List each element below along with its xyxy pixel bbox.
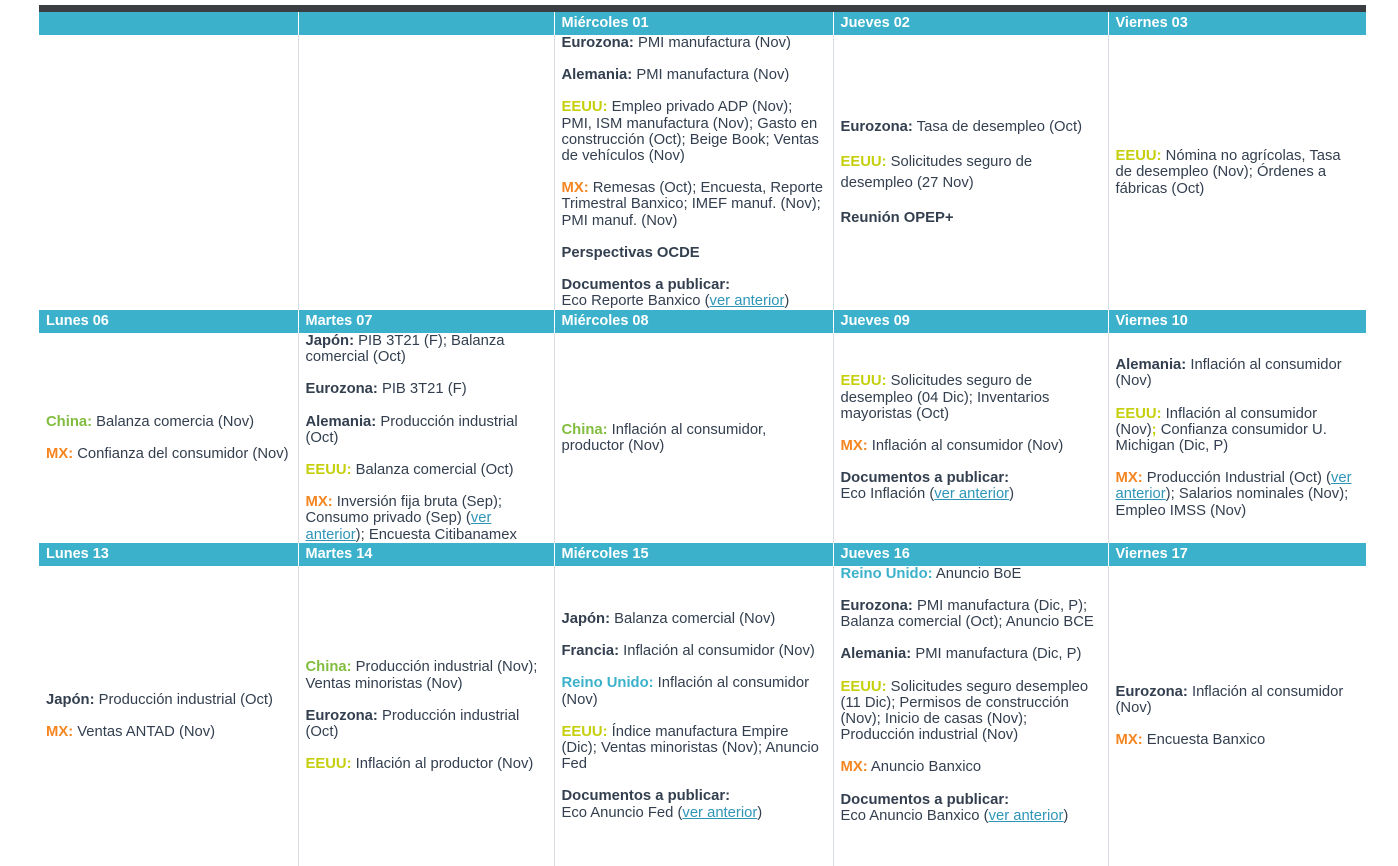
event-item	[306, 462, 548, 478]
event-item	[562, 422, 827, 454]
event-item	[306, 659, 548, 691]
day-cell-fri-03	[1108, 35, 1366, 310]
documents-title: Documentos a publicar:	[840, 791, 1010, 808]
event-text: Confianza del consumidor (Nov)	[73, 445, 289, 462]
event-text: Confianza consumidor U. Michigan (Dic, P)	[1115, 421, 1327, 454]
day-header	[298, 12, 554, 35]
country-label: Francia:	[561, 643, 620, 660]
calendar-table	[39, 12, 1366, 866]
day-header-fri-03: Viernes 03	[1108, 12, 1366, 35]
country-label: EEUU:	[305, 756, 352, 773]
country-label: China:	[46, 413, 93, 430]
event-item	[841, 566, 1102, 582]
day-header-thu-02: Jueves 02	[833, 12, 1108, 35]
event-text: Balanza comercia (Nov)	[92, 413, 255, 430]
event-text: Inflación al consumidor (Nov)	[1115, 405, 1317, 438]
event-text: PIB 3T21 (F)	[377, 381, 467, 398]
event-item: Perspectivas OCDE	[561, 244, 700, 261]
event-item	[841, 679, 1102, 744]
event-item	[46, 692, 292, 708]
day-header-thu-09: Jueves 09	[833, 310, 1108, 333]
event-item	[841, 646, 1102, 662]
day-cell-wed-15	[554, 566, 833, 866]
day-cell-fri-10	[1108, 333, 1366, 543]
day-cell-wed-01	[554, 35, 833, 310]
event-item	[841, 759, 1102, 775]
event-text: ); Encuesta Citibanamex	[355, 526, 517, 543]
separator: ;	[1151, 421, 1157, 438]
country-label: MX:	[1115, 470, 1143, 487]
country-label: Reino Unido:	[840, 565, 933, 582]
week2-header-row	[39, 310, 1366, 333]
event-text: Ventas ANTAD (Nov)	[73, 723, 216, 740]
day-cell-thu-09	[833, 333, 1108, 543]
event-text: Empleo privado ADP (Nov); PMI, ISM manufactura (Nov); Gasto en construcción (Oct); Beige Book; Ventas de vehículos (Nov)	[561, 99, 819, 165]
event-text: Anuncio Banxico	[867, 759, 982, 776]
event-text: Producción industrial (Nov); Ventas minoristas (Nov)	[305, 659, 538, 692]
day-header-mon-13: Lunes 13	[39, 543, 298, 566]
event-text: )	[757, 804, 763, 821]
country-label: Alemania:	[840, 646, 912, 663]
ver-anterior-link[interactable]: ver anterior	[1115, 470, 1352, 503]
day-header-tue-07: Martes 07	[298, 310, 554, 333]
week3-row	[39, 566, 1366, 866]
event-text: Solicitudes seguro de desempleo (27 Nov)	[840, 153, 1033, 191]
event-item	[841, 373, 1102, 422]
event-item	[841, 438, 1102, 454]
event-text: Inflación al consumidor (Nov)	[867, 437, 1064, 454]
day-header-wed-01: Miércoles 01	[554, 12, 833, 35]
event-item	[306, 708, 548, 740]
event-item	[562, 724, 827, 773]
event-item	[306, 333, 548, 365]
day-header-tue-14: Martes 14	[298, 543, 554, 566]
event-text: Inversión fija bruta (Sep); Consumo privado (Sep) (	[305, 494, 503, 527]
ver-anterior-link[interactable]: ver anterior	[305, 510, 492, 543]
event-text: Producción industrial (Oct)	[305, 413, 518, 446]
event-item	[46, 446, 292, 462]
week1-row	[39, 35, 1366, 310]
documents-item	[562, 788, 827, 820]
day-cell-tue-07	[298, 333, 554, 543]
country-label: EEUU:	[561, 723, 608, 740]
day-header-fri-17: Viernes 17	[1108, 543, 1366, 566]
week1-header-row	[39, 12, 1366, 35]
country-label: EEUU:	[1115, 148, 1162, 165]
event-text: )	[784, 293, 790, 310]
event-item	[306, 414, 548, 446]
event-text: Solicitudes seguro de desempleo (04 Dic); Inventarios mayoristas (Oct)	[840, 373, 1050, 422]
country-label: China:	[305, 659, 352, 676]
day-cell-tue-14	[298, 566, 554, 866]
day-header-fri-10: Viernes 10	[1108, 310, 1366, 333]
ver-anterior-link[interactable]: ver anterior	[988, 807, 1064, 824]
day-cell-wed-08	[554, 333, 833, 543]
country-label: EEUU:	[840, 153, 887, 170]
event-item	[1116, 732, 1361, 748]
event-text: PMI manufactura (Dic, P); Balanza comercial (Oct); Anuncio BCE	[840, 598, 1094, 631]
event-item	[562, 99, 827, 164]
event-text: PMI manufactura (Nov)	[632, 67, 790, 84]
documents-item	[841, 792, 1102, 824]
country-label: MX:	[561, 180, 589, 197]
event-text: Inflación al consumidor (Nov)	[561, 675, 810, 708]
event-item: Reunión OPEP+	[840, 209, 954, 226]
event-item	[46, 414, 292, 430]
event-text: ); Salarios nominales (Nov); Empleo IMSS (Nov)	[1115, 486, 1349, 519]
event-text: Tasa de desempleo (Oct)	[912, 119, 1082, 136]
event-text: PIB 3T21 (F); Balanza comercial (Oct)	[305, 333, 505, 366]
event-text: Balanza comercial (Nov)	[610, 610, 776, 627]
event-text: )	[1063, 807, 1069, 824]
country-label: EEUU:	[561, 99, 608, 116]
day-cell-fri-17	[1108, 566, 1366, 866]
documents-title: Documentos a publicar:	[561, 277, 731, 294]
documents-item	[562, 277, 827, 309]
event-text: Eco Anuncio Fed (	[561, 804, 683, 821]
event-text: PMI manufactura (Nov)	[633, 35, 791, 51]
event-item	[1116, 148, 1361, 197]
country-label: EEUU:	[1115, 405, 1162, 422]
country-label: MX:	[46, 723, 74, 740]
week3-header-row	[39, 543, 1366, 566]
country-label: Japón:	[305, 333, 355, 349]
country-label: Japón:	[46, 691, 95, 708]
event-item	[306, 494, 548, 543]
day-cell-mon-06	[39, 333, 298, 543]
country-label: MX:	[46, 445, 74, 462]
event-text: Inflación al consumidor, productor (Nov)	[561, 421, 767, 454]
event-text: Nómina no agrícolas, Tasa de desempleo (Nov); Órdenes a fábricas (Oct)	[1115, 148, 1341, 197]
event-text: Índice manufactura Empire (Dic); Ventas minoristas (Nov); Anuncio Fed	[561, 723, 819, 773]
day-header	[39, 12, 298, 35]
event-text: Inflación al productor (Nov)	[351, 756, 534, 773]
event-text: Encuesta Banxico	[1142, 731, 1266, 748]
day-header-mon-06: Lunes 06	[39, 310, 298, 333]
event-item	[562, 180, 827, 229]
day-cell-empty	[298, 35, 554, 310]
event-item	[1116, 357, 1361, 389]
documents-title: Documentos a publicar:	[561, 788, 731, 805]
country-label: EEUU:	[305, 462, 352, 479]
day-header-thu-16: Jueves 16	[833, 543, 1108, 566]
country-label: Japón:	[561, 610, 611, 627]
event-item	[306, 756, 548, 772]
country-label: Alemania:	[305, 413, 377, 430]
event-item	[562, 675, 827, 707]
country-label: Eurozona:	[1115, 683, 1188, 700]
event-text: Inflación al consumidor (Nov)	[1115, 683, 1344, 716]
country-label: Reino Unido:	[561, 675, 654, 692]
day-header-wed-15: Miércoles 15	[554, 543, 833, 566]
event-text: Eco Anuncio Banxico (	[840, 807, 989, 824]
event-text: Solicitudes seguro desempleo (11 Dic); Permisos de construcción (Nov); Inicio de casas (Nov); Producción industrial (Nov)	[840, 678, 1089, 744]
ver-anterior-link[interactable]: ver anterior	[934, 486, 1010, 503]
documents-item	[841, 470, 1102, 502]
country-label: Eurozona:	[840, 119, 913, 136]
event-item	[841, 598, 1102, 630]
country-label: Alemania:	[561, 67, 633, 84]
event-item	[1116, 406, 1361, 455]
event-item	[841, 119, 1102, 135]
country-label: MX:	[305, 494, 333, 511]
country-label: EEUU:	[840, 678, 887, 695]
country-label: Eurozona:	[305, 707, 378, 724]
event-text: Balanza comercial (Oct)	[351, 462, 514, 479]
event-item	[562, 611, 827, 627]
event-text: PMI manufactura (Dic, P)	[911, 646, 1082, 663]
country-label: Alemania:	[1115, 357, 1187, 374]
country-label: Eurozona:	[561, 35, 634, 51]
country-label: China:	[561, 421, 608, 438]
event-text: Remesas (Oct); Encuesta, Reporte Trimestral Banxico; IMEF manuf. (Nov); PMI manuf. (Nov)	[561, 180, 823, 229]
event-item	[1116, 684, 1361, 716]
event-text: Eco Inflación (	[840, 486, 935, 503]
top-border	[39, 5, 1366, 12]
country-label: MX:	[840, 759, 868, 776]
ver-anterior-link[interactable]: ver anterior	[682, 804, 758, 821]
event-item	[562, 643, 827, 659]
event-text: )	[1009, 486, 1015, 503]
country-label: MX:	[1115, 731, 1143, 748]
country-label: MX:	[840, 437, 868, 454]
day-cell-empty	[39, 35, 298, 310]
day-cell-mon-13	[39, 566, 298, 866]
documents-title: Documentos a publicar:	[840, 470, 1010, 487]
day-cell-thu-02	[833, 35, 1108, 310]
day-header-wed-08: Miércoles 08	[554, 310, 833, 333]
event-item	[1116, 470, 1361, 519]
event-item	[562, 35, 827, 51]
country-label: Eurozona:	[305, 381, 378, 398]
event-item	[306, 381, 548, 397]
ver-anterior-link[interactable]: ver anterior	[709, 293, 785, 310]
week2-row	[39, 333, 1366, 543]
event-item	[46, 724, 292, 740]
country-label: Eurozona:	[840, 598, 913, 615]
event-item	[562, 67, 827, 83]
event-text: Producción industrial (Oct)	[94, 691, 273, 708]
event-text: Inflación al consumidor (Nov)	[1115, 357, 1342, 390]
event-item	[841, 152, 1102, 194]
day-cell-thu-16	[833, 566, 1108, 866]
event-text: Producción Industrial (Oct) (	[1142, 470, 1331, 487]
event-text: Anuncio BoE	[932, 565, 1022, 582]
event-text: Inflación al consumidor (Nov)	[619, 643, 815, 660]
event-text: Eco Reporte Banxico (	[561, 293, 710, 310]
event-text: Producción industrial (Oct)	[305, 707, 520, 740]
country-label: EEUU:	[840, 373, 887, 390]
